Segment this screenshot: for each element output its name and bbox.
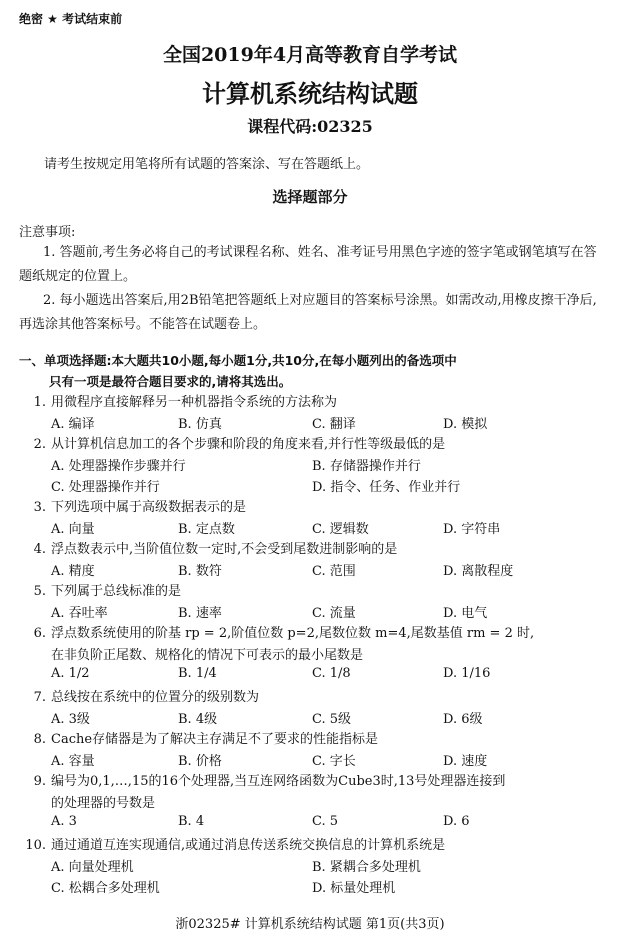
question-text: Cache存储器是为了解决主存满足不了要求的性能指标是: [51, 732, 379, 747]
question-text: 通过通道互连实现通信,或通过消息传送系统交换信息的计算机系统是: [51, 838, 446, 853]
question-7: [19, 686, 259, 705]
question-text: 浮点数系统使用的阶基 rp = 2,阶值位数 p=2,尾数位数 m=4,尾数基值 rm = 2 时,: [51, 626, 535, 641]
question-number: 5.: [33, 584, 46, 599]
page-footer: 浙02325# 计算机系统结构试题 第1页(共3页): [175, 917, 445, 932]
option-d: D. 指令、任务、作业并行: [312, 480, 461, 495]
part-heading-line2: 只有一项是最符合题目要求的,请将其选出。: [49, 374, 292, 389]
question-text: 浮点数表示中,当阶值位数一定时,不会受到尾数进制影响的是: [51, 542, 398, 557]
option-d: D. 速度: [443, 754, 488, 769]
option-c: C. 翻译: [312, 417, 356, 432]
option-a: A. 处理器操作步骤并行: [51, 459, 186, 474]
question-1: [19, 391, 337, 410]
question-text: 下列选项中属于高级数据表示的是: [51, 500, 247, 515]
part-heading: [19, 350, 457, 392]
option-b: B. 紧耦合多处理机: [312, 860, 421, 875]
option-c: C. 字长: [312, 754, 356, 769]
question-10: [19, 834, 445, 853]
option-a: A. 编译: [51, 417, 95, 432]
question-text: 用微程序直接解释另一种机器指令系统的方法称为: [51, 395, 338, 410]
option-a: A. 吞吐率: [51, 606, 108, 621]
subject-title: 计算机系统结构试题: [202, 80, 418, 108]
option-b: B. 定点数: [178, 522, 235, 537]
option-b: B. 存储器操作并行: [312, 459, 421, 474]
option-c: C. 逻辑数: [312, 522, 369, 537]
option-b: B. 仿真: [178, 417, 222, 432]
note-item-1: 1. 答题前,考生务必将自己的考试课程名称、姓名、准考证号用黑色字迹的签字笔或钢笔填写在答题纸规定的位置上。: [19, 245, 597, 284]
option-b: B. 价格: [178, 754, 222, 769]
exam-title: 全国2019年4月高等教育自学考试: [162, 44, 458, 66]
question-number: 7.: [33, 690, 46, 705]
option-a: A. 3: [51, 814, 77, 829]
option-c: C. 范围: [312, 564, 356, 579]
question-text: 编号为0,1,…,15的16个处理器,当互连网络函数为Cube3时,13号处理器连接到: [51, 774, 506, 789]
question-number: 9.: [33, 774, 46, 789]
option-b: B. 1/4: [178, 666, 217, 681]
option-a: A. 精度: [51, 564, 95, 579]
question-5: [19, 580, 181, 599]
question-number: 2.: [33, 437, 46, 452]
question-text: 从计算机信息加工的各个步骤和阶段的角度来看,并行性等级最低的是: [51, 437, 446, 452]
option-d: D. 离散程度: [443, 564, 514, 579]
option-c: C. 松耦合多处理机: [51, 881, 160, 896]
question-4: [19, 538, 397, 557]
option-d: D. 字符串: [443, 522, 501, 537]
option-a: A. 向量: [51, 522, 95, 537]
option-d: D. 6: [443, 814, 470, 829]
note-item-2: 2. 每小题选出答案后,用2B铅笔把答题纸上对应题目的答案标号涂黑。如需改动,用橡皮擦干净后,再选涂其他答案标号。不能答在试题卷上。: [19, 293, 597, 332]
option-a: A. 3级: [51, 712, 90, 727]
option-d: D. 电气: [443, 606, 488, 621]
option-c: C. 5级: [312, 712, 352, 727]
option-b: B. 数符: [178, 564, 222, 579]
question-number: 8.: [33, 732, 46, 747]
option-a: A. 向量处理机: [51, 860, 134, 875]
option-b: B. 速率: [178, 606, 222, 621]
option-c: C. 5: [312, 814, 339, 829]
part-heading-line1: 一、单项选择题:本大题共10小题,每小题1分,共10分,在每小题列出的备选项中: [19, 353, 457, 368]
question-text: 下列属于总线标准的是: [51, 584, 182, 599]
question-3: [19, 496, 246, 515]
question-continuation: 在非负阶正尾数、规格化的情况下可表示的最小尾数是: [51, 648, 364, 663]
course-code: 课程代码:02325: [247, 117, 373, 136]
option-c: C. 处理器操作并行: [51, 480, 160, 495]
question-9: [19, 770, 505, 789]
option-c: C. 流量: [312, 606, 356, 621]
option-c: C. 1/8: [312, 666, 351, 681]
question-2: [19, 433, 445, 452]
question-number: 6.: [33, 626, 46, 641]
question-8: [19, 728, 378, 747]
question-number: 1.: [33, 395, 46, 410]
option-d: D. 6级: [443, 712, 483, 727]
option-a: A. 容量: [51, 754, 95, 769]
instruction: 请考生按规定用笔将所有试题的答案涂、写在答题纸上。: [44, 157, 370, 172]
option-a: A. 1/2: [51, 666, 90, 681]
option-d: D. 标量处理机: [312, 881, 396, 896]
option-d: D. 1/16: [443, 666, 491, 681]
notes-label: 注意事项:: [19, 225, 76, 240]
option-d: D. 模拟: [443, 417, 488, 432]
option-b: B. 4: [178, 814, 205, 829]
question-number: 3.: [33, 500, 46, 515]
question-number: 10.: [25, 838, 46, 853]
question-text: 总线按在系统中的位置分的级别数为: [51, 690, 260, 705]
section-title: 选择题部分: [272, 188, 348, 206]
question-number: 4.: [33, 542, 46, 557]
question-6: [19, 622, 534, 641]
option-b: B. 4级: [178, 712, 218, 727]
question-continuation: 的处理器的号数是: [51, 796, 156, 811]
confidential-label: 绝密 ★ 考试结束前: [19, 12, 123, 26]
